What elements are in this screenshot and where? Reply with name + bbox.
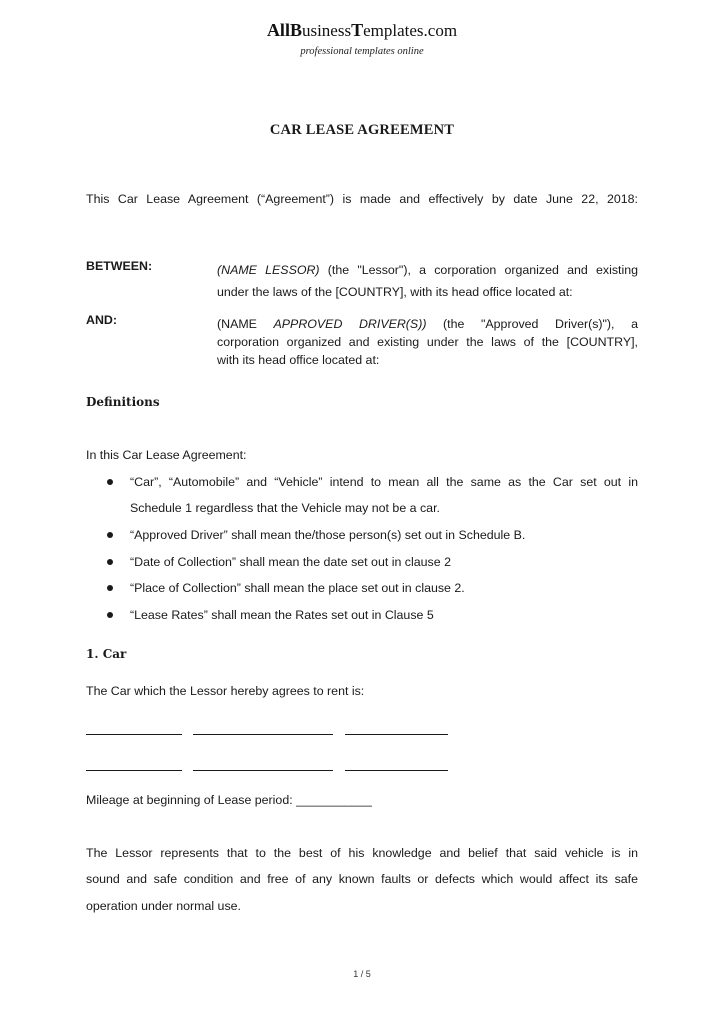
- representation-line-1: The Lessor represents that to the best of his knowledge and belief that said vehicle is in: [86, 846, 638, 860]
- blank-line: [86, 734, 182, 735]
- lessor-name: (NAME LESSOR): [217, 263, 320, 277]
- between-line-1-text: (the "Lessor"), a corporation organized and existing: [319, 263, 638, 277]
- between-line-1: [217, 259, 638, 281]
- definition-item-1-line-2: Schedule 1 regardless that the Vehicle may not be a car.: [130, 501, 440, 515]
- brand-part: emplates.com: [363, 21, 458, 40]
- definitions-heading: Definitions: [86, 395, 160, 409]
- representation-line-2: sound and safe condition and free of any known faults or defects which would affect its safe: [86, 872, 638, 886]
- section-1-heading: 1. Car: [86, 647, 127, 661]
- brand-tagline: professional templates online: [300, 46, 424, 57]
- page-number: 1 / 5: [353, 969, 371, 979]
- blank-line: [86, 770, 182, 771]
- and-line-3: with its head office located at:: [217, 353, 380, 367]
- blank-line: [193, 770, 333, 771]
- and-label: AND:: [86, 313, 117, 327]
- blank-line: [193, 734, 333, 735]
- representation-line-3: operation under normal use.: [86, 899, 241, 913]
- mileage-line: Mileage at beginning of Lease period: ___________: [86, 793, 372, 807]
- bullet-icon: [107, 479, 113, 485]
- and-line-1-prefix: (NAME: [217, 317, 274, 331]
- and-line-1-text: (the "Approved Driver(s)"), a: [426, 317, 638, 331]
- intro-paragraph: This Car Lease Agreement (“Agreement”) is made and effectively by date June 22, 2018:: [86, 192, 638, 206]
- bullet-icon: [107, 559, 113, 565]
- brand-part: B: [289, 20, 302, 40]
- document-title: CAR LEASE AGREEMENT: [269, 122, 455, 138]
- definition-item-1-line-1: “Car”, “Automobile” and “Vehicle” intend to mean all the same as the Car set out in: [130, 475, 638, 489]
- brand-logo: [0, 20, 724, 41]
- and-line-2: corporation organized and existing under the laws of the [COUNTRY],: [217, 335, 638, 349]
- brand-part: All: [266, 20, 290, 40]
- brand-part: T: [351, 20, 364, 40]
- definition-item-3: “Date of Collection” shall mean the date set out in clause 2: [130, 555, 451, 569]
- definition-item-5: “Lease Rates” shall mean the Rates set out in Clause 5: [130, 608, 434, 622]
- definition-item-2: “Approved Driver” shall mean the/those person(s) set out in Schedule B.: [130, 528, 526, 542]
- bullet-icon: [107, 585, 113, 591]
- blank-line: [345, 734, 448, 735]
- between-line-2: under the laws of the [COUNTRY], with its head office located at:: [217, 285, 573, 299]
- brand-part: usiness: [301, 21, 352, 40]
- between-label: BETWEEN:: [86, 259, 153, 273]
- driver-name: APPROVED DRIVER(S)): [273, 317, 427, 331]
- section-1-lead: The Car which the Lessor hereby agrees to rent is:: [86, 684, 365, 698]
- blank-line: [345, 770, 448, 771]
- bullet-icon: [107, 612, 113, 618]
- definitions-lead: In this Car Lease Agreement:: [86, 448, 247, 462]
- bullet-icon: [107, 532, 113, 538]
- definition-item-4: “Place of Collection” shall mean the place set out in clause 2.: [130, 581, 465, 595]
